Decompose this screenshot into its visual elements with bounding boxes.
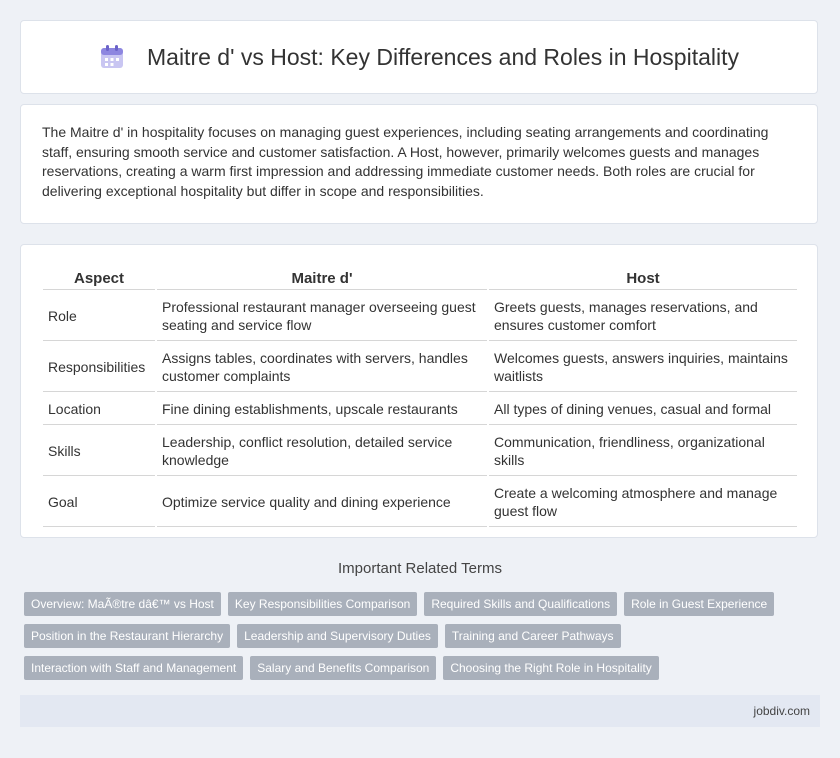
row-aspect: Location — [43, 394, 155, 425]
tag-row — [24, 656, 814, 680]
row-aspect: Role — [43, 292, 155, 341]
calendar-icon — [99, 44, 125, 70]
table-row — [43, 427, 797, 476]
row-maitre-d: Assigns tables, coordinates with servers, handles customer complaints — [157, 343, 487, 392]
row-maitre-d: Fine dining establishments, upscale restaurants — [157, 394, 487, 425]
related-term-tag[interactable]: Choosing the Right Role in Hospitality — [443, 656, 658, 680]
related-terms-title: Important Related Terms — [338, 560, 502, 577]
related-term-tag[interactable]: Key Responsibilities Comparison — [228, 592, 417, 616]
row-maitre-d: Optimize service quality and dining experience — [157, 478, 487, 527]
header-maitre-d: Maitre d' — [157, 267, 487, 290]
tag-row — [24, 624, 814, 648]
table-row — [43, 292, 797, 341]
related-terms-tags — [24, 592, 814, 688]
table-row — [43, 394, 797, 425]
related-term-tag[interactable]: Required Skills and Qualifications — [424, 592, 617, 616]
header-host: Host — [489, 267, 797, 290]
related-term-tag[interactable]: Salary and Benefits Comparison — [250, 656, 436, 680]
header-aspect: Aspect — [43, 267, 155, 290]
intro-card — [20, 104, 818, 224]
page-title: Maitre d' vs Host: Key Differences and Roles in Hospitality — [147, 43, 739, 70]
title-card — [20, 20, 818, 94]
footer — [20, 695, 820, 727]
intro-text: The Maitre d' in hospitality focuses on managing guest experiences, including seating arrangements and coordinating staff, ensuring smooth service and customer satisfaction. A Host, however, primarily welcomes guests and manages reservations, creating a warm first impression and addressing immediate customer needs. Both roles are crucial for delivering exceptional hospitality but differ in scope and responsibilities. — [42, 124, 769, 199]
footer-brand[interactable]: jobdiv.com — [753, 704, 810, 718]
table-row — [43, 478, 797, 527]
related-term-tag[interactable]: Leadership and Supervisory Duties — [237, 624, 438, 648]
row-aspect: Goal — [43, 478, 155, 527]
related-term-tag[interactable]: Role in Guest Experience — [624, 592, 774, 616]
related-term-tag[interactable]: Overview: MaÃ®tre dâ€™ vs Host — [24, 592, 221, 616]
row-maitre-d: Professional restaurant manager overseeing guest seating and service flow — [157, 292, 487, 341]
row-aspect: Responsibilities — [43, 343, 155, 392]
table-header-row — [43, 267, 797, 290]
related-term-tag[interactable]: Position in the Restaurant Hierarchy — [24, 624, 230, 648]
row-aspect: Skills — [43, 427, 155, 476]
comparison-table — [41, 265, 799, 529]
tag-row — [24, 592, 814, 616]
related-term-tag[interactable]: Interaction with Staff and Management — [24, 656, 243, 680]
related-term-tag[interactable]: Training and Career Pathways — [445, 624, 621, 648]
comparison-card — [20, 244, 818, 538]
row-host: Communication, friendliness, organizational skills — [489, 427, 797, 476]
row-maitre-d: Leadership, conflict resolution, detailed service knowledge — [157, 427, 487, 476]
row-host: All types of dining venues, casual and formal — [489, 394, 797, 425]
row-host: Greets guests, manages reservations, and ensures customer comfort — [489, 292, 797, 341]
row-host: Create a welcoming atmosphere and manage guest flow — [489, 478, 797, 527]
row-host: Welcomes guests, answers inquiries, maintains waitlists — [489, 343, 797, 392]
table-row — [43, 343, 797, 392]
